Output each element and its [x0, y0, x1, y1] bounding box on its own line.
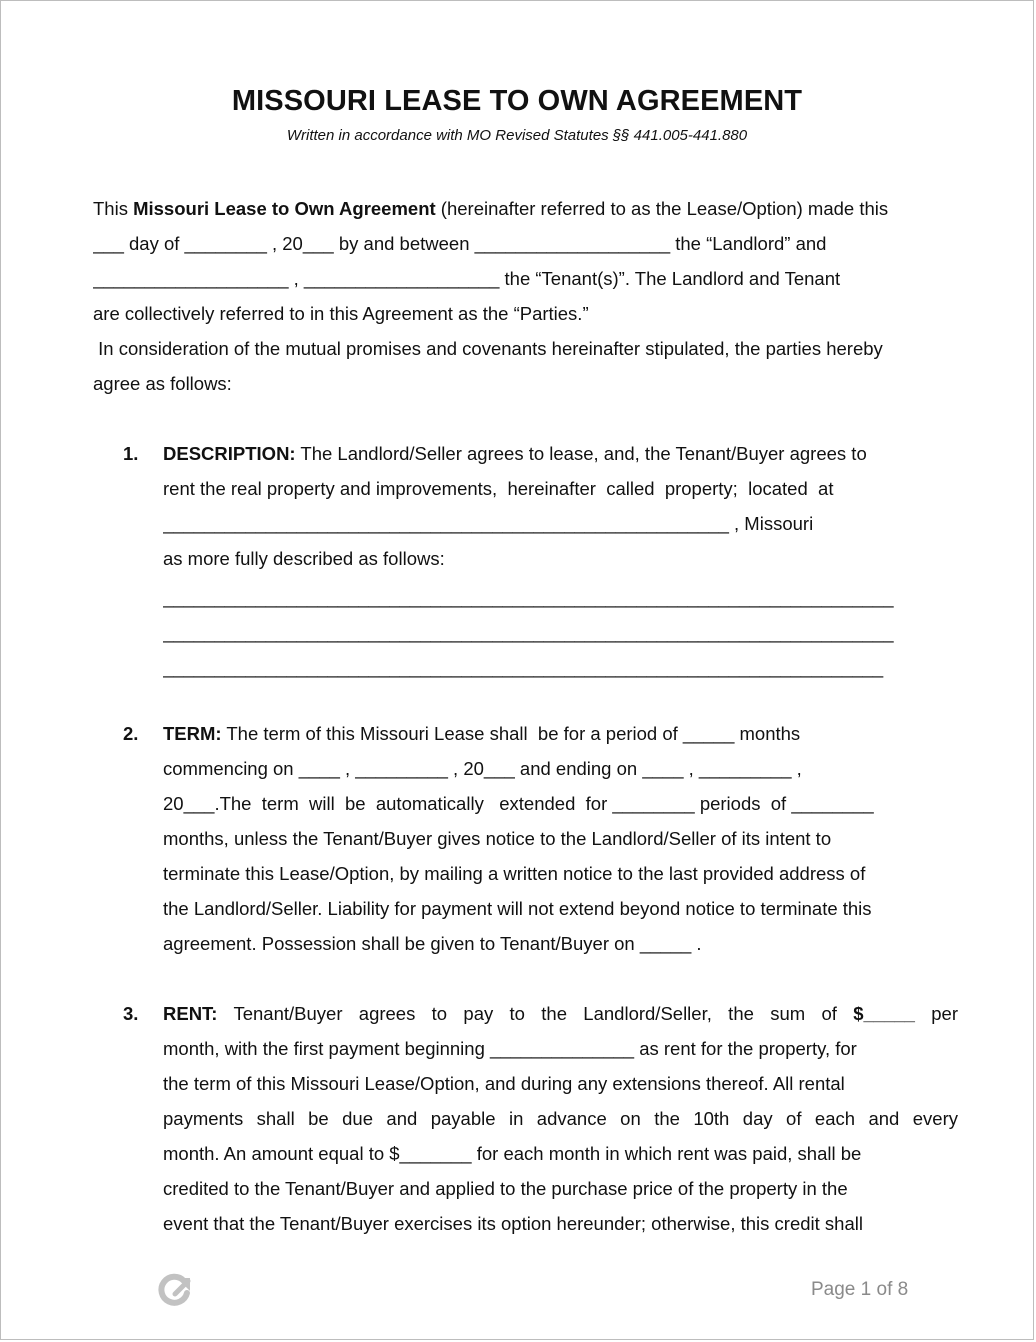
section-line: commencing on ____ , _________ , 20___ and ending on ____ , _________ ,: [163, 758, 802, 779]
description-blank-line: _______________________________________________________________________: [163, 587, 894, 608]
section-line: TERM: The term of this Missouri Lease shall be for a period of _____ months: [163, 723, 801, 744]
intro-line-1: This Missouri Lease to Own Agreement (hereinafter referred to as the Lease/Option) made this: [93, 198, 889, 219]
section-line: credited to the Tenant/Buyer and applied to the purchase price of the property in the: [163, 1178, 848, 1199]
arrow-refresh-icon: [156, 1273, 194, 1311]
section-line: as more fully described as follows:: [163, 548, 445, 569]
section-term: [123, 716, 958, 961]
section-heading: RENT:: [163, 1003, 218, 1024]
section-line: terminate this Lease/Option, by mailing a written notice to the last provided address of: [163, 863, 866, 884]
section-number: 2.: [123, 723, 139, 744]
rent-amount-blank: $_____: [853, 1003, 915, 1024]
section-heading: DESCRIPTION:: [163, 443, 296, 464]
section-number: 3.: [123, 1003, 139, 1024]
section-line: the Landlord/Seller. Liability for payment will not extend beyond notice to terminate this: [163, 898, 872, 919]
section-line: month. An amount equal to $_______ for each month in which rent was paid, shall be: [163, 1143, 862, 1164]
section-rent: [123, 996, 958, 1241]
section-line: event that the Tenant/Buyer exercises its option hereunder; otherwise, this credit shall: [163, 1213, 863, 1234]
page-number: Page 1 of 8: [811, 1279, 909, 1300]
section-line: rent the real property and improvements, hereinafter called property; located at: [163, 478, 834, 499]
section-line: the term of this Missouri Lease/Option, and during any extensions thereof. All rental: [163, 1073, 845, 1094]
section-line: RENT: Tenant/Buyer agrees to pay to the Landlord/Seller, the sum of $_____ per: [163, 1003, 958, 1024]
document-subtitle: Written in accordance with MO Revised Statutes §§ 441.005-441.880: [286, 127, 748, 144]
intro-paragraph: [93, 191, 973, 401]
section-line: DESCRIPTION: The Landlord/Seller agrees to lease, and, the Tenant/Buyer agrees to: [163, 443, 867, 464]
intro-line-3: ___________________ , ___________________ the “Tenant(s)”. The Landlord and Tenant: [93, 268, 841, 289]
description-blank-line: ______________________________________________________________________: [163, 657, 884, 678]
section-line: 20___.The term will be automatically extended for ________ periods of ________: [163, 793, 874, 814]
intro-line-6: agree as follows:: [93, 373, 232, 394]
section-line: agreement. Possession shall be given to Tenant/Buyer on _____ .: [163, 933, 702, 954]
section-heading: TERM:: [163, 723, 222, 744]
description-blank-line: _______________________________________________________________________: [163, 622, 894, 643]
agreement-name: Missouri Lease to Own Agreement: [133, 198, 436, 219]
section-line: payments shall be due and payable in advance on the 10th day of each and every: [163, 1108, 958, 1129]
section-number: 1.: [123, 443, 139, 464]
document-title: MISSOURI LEASE TO OWN AGREEMENT: [231, 85, 803, 117]
intro-line-2: ___ day of ________ , 20___ by and between ___________________ the “Landlord” and: [93, 233, 827, 254]
intro-line-5: In consideration of the mutual promises and covenants hereinafter stipulated, the parties hereby: [93, 338, 883, 359]
address-blank-line: _______________________________________________________ , Missouri: [163, 513, 814, 534]
intro-line-4: are collectively referred to in this Agreement as the “Parties.”: [93, 303, 589, 324]
section-line: month, with the first payment beginning ______________ as rent for the property, for: [163, 1038, 857, 1059]
section-description: [123, 436, 958, 685]
section-line: months, unless the Tenant/Buyer gives notice to the Landlord/Seller of its intent to: [163, 828, 832, 849]
